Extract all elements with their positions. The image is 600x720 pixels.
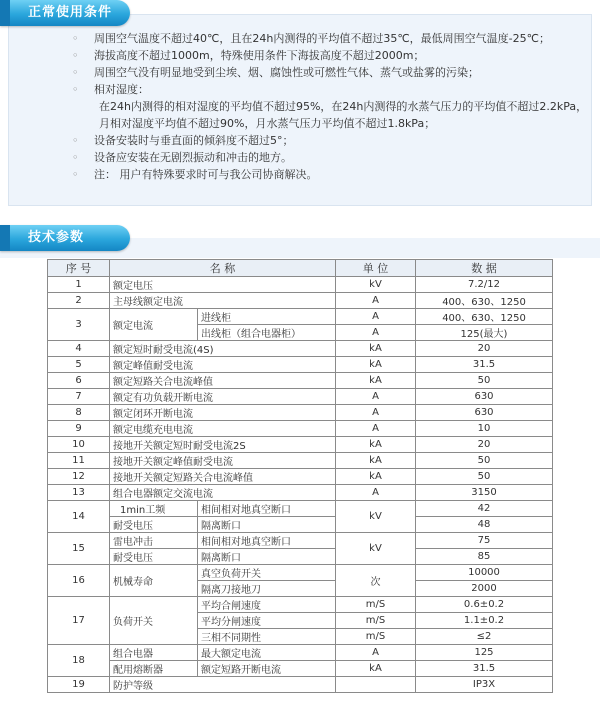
table-header-row <box>48 260 553 277</box>
cell-value: 125 <box>416 645 553 661</box>
cell-value: 3150 <box>416 485 553 501</box>
cell-name: 机械寿命 <box>110 565 198 597</box>
cell-unit: kA <box>336 453 416 469</box>
conditions-title: 正常使用条件 <box>0 0 130 26</box>
cell-name: 耐受电压 <box>110 517 198 533</box>
cell-unit: A <box>336 293 416 309</box>
cell-value: 31.5 <box>416 661 553 677</box>
cell-no: 10 <box>48 437 110 453</box>
cell-unit: kA <box>336 341 416 357</box>
cell-unit: kA <box>336 373 416 389</box>
cell-unit: kV <box>336 277 416 293</box>
cell-unit: kA <box>336 469 416 485</box>
table-row <box>48 405 553 421</box>
cell-value: 630 <box>416 389 553 405</box>
cell-value: 42 <box>416 501 553 517</box>
humidity-line: 月相对湿度平均值不超过90%，月水蒸气压力平均值不超过1.8kPa； <box>99 117 436 130</box>
header-value: 数 据 <box>416 260 553 277</box>
cell-name: 负荷开关 <box>110 597 198 645</box>
cell-unit: A <box>336 421 416 437</box>
cell-no: 15 <box>48 533 110 565</box>
cell-no: 6 <box>48 373 110 389</box>
cell-value: 7.2/12 <box>416 277 553 293</box>
condition-item: ◦ 周围空气没有明显地受到尘埃、烟、腐蚀性或可燃性气体、蒸气或盐雾的污染； <box>72 64 587 81</box>
cell-no: 2 <box>48 293 110 309</box>
cell-name: 额定有功负载开断电流 <box>110 389 336 405</box>
table-row <box>48 469 553 485</box>
params-title: 技术参数 <box>0 225 130 251</box>
cell-unit: m/S <box>336 613 416 629</box>
cell-unit: kA <box>336 357 416 373</box>
cell-value: 630 <box>416 405 553 421</box>
cell-value: 125(最大) <box>416 325 553 341</box>
cell-name: 额定电压 <box>110 277 336 293</box>
condition-item: ◦ 海拔高度不超过1000m，特殊使用条件下海拔高度不超过2000m； <box>72 47 587 64</box>
table-row <box>48 341 553 357</box>
cell-unit: kV <box>336 533 416 565</box>
table-row <box>48 501 553 517</box>
table-row <box>48 565 553 581</box>
cell-no: 19 <box>48 677 110 693</box>
cell-name: 额定电流 <box>110 309 198 341</box>
table-row <box>48 293 553 309</box>
cell-no: 14 <box>48 501 110 533</box>
cell-subname: 平均合闸速度 <box>198 597 336 613</box>
cell-name: 1min工频 <box>110 501 198 517</box>
cell-value: 20 <box>416 341 553 357</box>
cell-value: 0.6±0.2 <box>416 597 553 613</box>
cell-name: 额定峰值耐受电流 <box>110 357 336 373</box>
table-row <box>48 421 553 437</box>
cell-value: 10000 <box>416 565 553 581</box>
cell-name: 额定闭环开断电流 <box>110 405 336 421</box>
table-row <box>48 453 553 469</box>
table-row <box>48 517 553 533</box>
table-row <box>48 645 553 661</box>
cell-name: 额定短时耐受电流(4S) <box>110 341 336 357</box>
cell-name: 耐受电压 <box>110 549 198 565</box>
humidity-line: 在24h内测得的相对湿度的平均值不超过95%，在24h内测得的水蒸气压力的平均值不超过2.2kPa， <box>99 100 588 113</box>
cell-no: 8 <box>48 405 110 421</box>
cell-value: IP3X <box>416 677 553 693</box>
cell-value: 400、630、1250 <box>416 293 553 309</box>
cell-value: 48 <box>416 517 553 533</box>
cell-subname: 隔离断口 <box>198 549 336 565</box>
cell-name: 雷电冲击 <box>110 533 198 549</box>
cell-name: 组合电器 <box>110 645 198 661</box>
cell-no: 12 <box>48 469 110 485</box>
header-unit: 单 位 <box>336 260 416 277</box>
table-row <box>48 661 553 677</box>
cell-no: 17 <box>48 597 110 645</box>
cell-no: 5 <box>48 357 110 373</box>
cell-value: 75 <box>416 533 553 549</box>
cell-unit <box>336 677 416 693</box>
cell-subname: 相间相对地真空断口 <box>198 533 336 549</box>
condition-item: ◦ 设备安装时与垂直面的倾斜度不超过5°； <box>72 132 587 149</box>
cell-value: 31.5 <box>416 357 553 373</box>
cell-no: 13 <box>48 485 110 501</box>
cell-unit: A <box>336 485 416 501</box>
cell-value: 1.1±0.2 <box>416 613 553 629</box>
cell-subname: 相间相对地真空断口 <box>198 501 336 517</box>
header-no: 序 号 <box>48 260 110 277</box>
table-row <box>48 549 553 565</box>
cell-name: 额定短路关合电流峰值 <box>110 373 336 389</box>
cell-unit: m/S <box>336 597 416 613</box>
cell-subname: 进线柜 <box>198 309 336 325</box>
cell-unit: A <box>336 389 416 405</box>
cell-name: 额定电缆充电电流 <box>110 421 336 437</box>
cell-subname: 最大额定电流 <box>198 645 336 661</box>
cell-subname: 隔离刀接地刀 <box>198 581 336 597</box>
conditions-list <box>72 30 587 183</box>
condition-item: ◦ 设备应安装在无剧烈振动和冲击的地方。 <box>72 149 587 166</box>
cell-no: 7 <box>48 389 110 405</box>
cell-subname: 真空负荷开关 <box>198 565 336 581</box>
cell-no: 1 <box>48 277 110 293</box>
cell-value: ≤2 <box>416 629 553 645</box>
cell-subname: 三相不同期性 <box>198 629 336 645</box>
cell-value: 50 <box>416 469 553 485</box>
cell-subname: 额定短路开断电流 <box>198 661 336 677</box>
cell-name: 接地开关额定短时耐受电流2S <box>110 437 336 453</box>
cell-unit: A <box>336 325 416 341</box>
cell-subname: 出线柜（组合电器柜） <box>198 325 336 341</box>
cell-unit: m/S <box>336 629 416 645</box>
condition-item: ◦ 相对湿度： <box>72 81 587 98</box>
table-row <box>48 389 553 405</box>
cell-name: 配用熔断器 <box>110 661 198 677</box>
cell-name: 防护等级 <box>110 677 336 693</box>
cell-unit: kA <box>336 437 416 453</box>
condition-item: ◦ 注： 用户有特殊要求时可与我公司协商解决。 <box>72 166 587 183</box>
cell-value: 10 <box>416 421 553 437</box>
cell-subname: 隔离断口 <box>198 517 336 533</box>
cell-name: 接地开关额定短路关合电流峰值 <box>110 469 336 485</box>
cell-value: 2000 <box>416 581 553 597</box>
cell-unit: kV <box>336 501 416 533</box>
cell-unit: A <box>336 645 416 661</box>
cell-unit: A <box>336 405 416 421</box>
cell-value: 85 <box>416 549 553 565</box>
cell-value: 400、630、1250 <box>416 309 553 325</box>
table-row <box>48 677 553 693</box>
table-row <box>48 277 553 293</box>
header-name: 名 称 <box>110 260 336 277</box>
cell-name: 接地开关额定峰值耐受电流 <box>110 453 336 469</box>
cell-no: 9 <box>48 421 110 437</box>
table-row <box>48 533 553 549</box>
cell-unit: 次 <box>336 565 416 597</box>
cell-value: 50 <box>416 373 553 389</box>
table-row <box>48 437 553 453</box>
cell-no: 18 <box>48 645 110 677</box>
cell-value: 50 <box>416 453 553 469</box>
cell-no: 16 <box>48 565 110 597</box>
table-row <box>48 309 553 325</box>
cell-name: 组合电器额定交流电流 <box>110 485 336 501</box>
cell-no: 3 <box>48 309 110 341</box>
table-row <box>48 485 553 501</box>
condition-item: ◦ 周围空气温度不超过40℃，且在24h内测得的平均值不超过35℃，最低周围空气温度-25℃； <box>72 30 587 47</box>
cell-subname: 平均分闸速度 <box>198 613 336 629</box>
cell-no: 11 <box>48 453 110 469</box>
cell-no: 4 <box>48 341 110 357</box>
cell-value: 20 <box>416 437 553 453</box>
cell-unit: A <box>336 309 416 325</box>
cell-name: 主母线额定电流 <box>110 293 336 309</box>
table-row <box>48 373 553 389</box>
table-row <box>48 357 553 373</box>
params-table <box>47 259 553 693</box>
table-row <box>48 597 553 613</box>
cell-unit: kA <box>336 661 416 677</box>
